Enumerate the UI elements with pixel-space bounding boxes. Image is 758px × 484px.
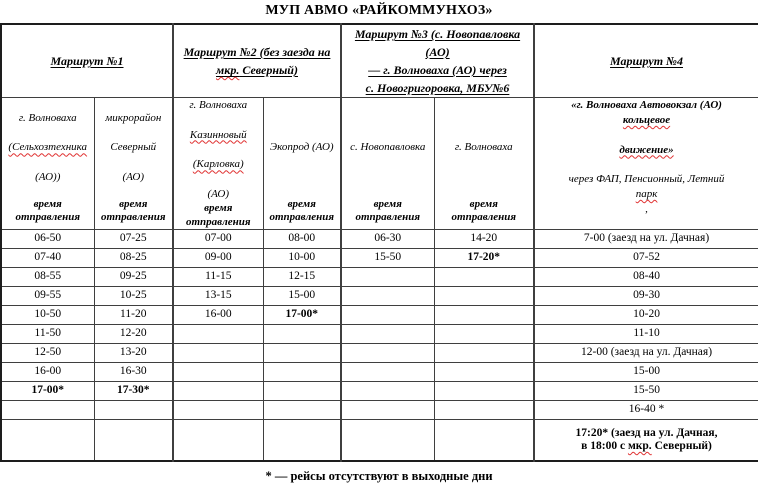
time-cell: 11-15	[173, 268, 263, 287]
route-header-4	[534, 24, 758, 98]
time-cell	[434, 325, 534, 344]
time-cell: 07-52	[534, 249, 758, 268]
time-cell: 09-30	[534, 287, 758, 306]
time-cell: 06-30	[341, 230, 434, 249]
time-cell	[341, 306, 434, 325]
text-run: микрорайон	[105, 111, 162, 124]
text-run: с. Новогригоровка, МБУ№6	[365, 81, 510, 95]
misspelled-word: мкр.	[627, 440, 652, 452]
time-cell: 16-00	[173, 306, 263, 325]
text-run: ,	[645, 202, 648, 215]
time-cell: 08-55	[1, 268, 94, 287]
time-cell	[173, 401, 263, 420]
schedule-row	[1, 344, 758, 363]
time-cell: 07-25	[94, 230, 173, 249]
time-cell: 07-40	[1, 249, 94, 268]
misspelled-word: кольцевое	[622, 113, 671, 126]
time-cell	[263, 344, 341, 363]
time-cell	[434, 268, 534, 287]
time-cell	[94, 401, 173, 420]
time-cell	[341, 363, 434, 382]
text-run: г. Волноваха	[454, 141, 513, 154]
text-run: Северный)	[239, 63, 298, 77]
misspelled-word: (Сельхозтехника	[8, 141, 88, 154]
departure-time-label: время отправления	[269, 197, 335, 224]
time-cell: 12-15	[263, 268, 341, 287]
departure-time-label: время отправления	[101, 197, 166, 224]
time-cell	[173, 325, 263, 344]
schedule-row	[1, 249, 758, 268]
time-cell: 17-20*	[434, 249, 534, 268]
time-cell	[341, 382, 434, 401]
time-cell: 10-50	[1, 306, 94, 325]
time-cell: 08-25	[94, 249, 173, 268]
text-run: Маршрут №2 (без заезда на	[183, 45, 331, 59]
station-name	[4, 98, 92, 198]
time-cell: 15-50	[341, 249, 434, 268]
schedule-row	[1, 420, 758, 462]
time-cell: 14-20	[434, 230, 534, 249]
time-cell	[341, 325, 434, 344]
station-header-row	[1, 98, 758, 230]
time-cell: 16-30	[94, 363, 173, 382]
departure-time-label: время отправления	[186, 201, 251, 228]
time-cell	[1, 420, 94, 462]
text-run: Маршрут №3 (с. Новопавловка (АО)	[354, 27, 521, 59]
time-cell: 07-00	[173, 230, 263, 249]
station-header-6	[434, 98, 534, 230]
time-cell	[341, 287, 434, 306]
time-cell	[434, 420, 534, 462]
text-run: в 18:00 с	[581, 440, 628, 452]
text-run: Маршрут №4	[610, 54, 684, 68]
text-run: (АО))	[35, 171, 61, 184]
station-name	[266, 98, 339, 198]
departure-time-label: время отправления	[15, 197, 80, 224]
time-cell	[173, 420, 263, 462]
time-cell	[434, 401, 534, 420]
station-header-2	[94, 98, 173, 230]
text-run: Маршрут №1	[50, 54, 124, 68]
text-run: г. Волноваха	[189, 99, 248, 111]
document-title: МУП АВМО «РАЙКОММУНХОЗ»	[265, 3, 493, 18]
time-cell	[1, 401, 94, 420]
time-cell: 12-00 (заезд на ул. Дачная)	[534, 344, 758, 363]
schedule-row	[1, 363, 758, 382]
time-cell: 15-00	[263, 287, 341, 306]
schedule-row	[1, 268, 758, 287]
text-run: Северный	[110, 141, 157, 154]
time-cell: 11-50	[1, 325, 94, 344]
time-cell	[434, 363, 534, 382]
time-cell: 12-20	[94, 325, 173, 344]
text-run: г. Волноваха	[18, 111, 77, 124]
time-cell: 17-00*	[1, 382, 94, 401]
time-cell	[263, 420, 341, 462]
time-cell	[534, 420, 758, 462]
time-cell	[263, 363, 341, 382]
time-cell: 15-00	[534, 363, 758, 382]
departure-time-label: время отправления	[355, 197, 421, 224]
schedule-row	[1, 401, 758, 420]
time-cell: 7-00 (заезд на ул. Дачная)	[534, 230, 758, 249]
time-cell	[434, 287, 534, 306]
time-cell	[263, 382, 341, 401]
time-cell: 08-00	[263, 230, 341, 249]
time-cell	[434, 382, 534, 401]
time-cell	[173, 363, 263, 382]
time-cell	[263, 401, 341, 420]
route-header-1	[1, 24, 173, 98]
station-header-4	[263, 98, 341, 230]
text-run: «г. Волноваха Автовокзал (АО)	[571, 99, 722, 111]
station-header-5	[341, 98, 434, 230]
time-cell	[341, 420, 434, 462]
station-header-3	[173, 98, 263, 230]
text-run: через ФАП, Пенсионный, Летний	[568, 173, 725, 186]
time-cell	[434, 306, 534, 325]
schedule-row	[1, 325, 758, 344]
schedule-row	[1, 382, 758, 401]
station-name	[97, 98, 171, 198]
station-header-1	[1, 98, 94, 230]
time-cell: 11-20	[94, 306, 173, 325]
departure-time-label: время отправления	[451, 197, 517, 224]
time-cell: 10-00	[263, 249, 341, 268]
schedule-table	[0, 23, 758, 462]
time-cell	[173, 344, 263, 363]
time-cell: 16-00	[1, 363, 94, 382]
misspelled-word: Казинновый	[189, 128, 247, 141]
route-header-row	[1, 24, 758, 98]
schedule-body	[1, 230, 758, 462]
time-cell: 10-25	[94, 287, 173, 306]
time-cell: 15-50	[534, 382, 758, 401]
text-run: с. Новопавловка	[350, 141, 426, 154]
misspelled-word: движение»	[619, 143, 674, 156]
time-cell	[341, 344, 434, 363]
route-header-2	[173, 24, 341, 98]
schedule-row	[1, 287, 758, 306]
station-header-7	[534, 98, 758, 230]
station-name	[437, 98, 532, 198]
misspelled-word: (Карловка)	[192, 158, 244, 171]
time-cell	[341, 268, 434, 287]
schedule-row	[1, 230, 758, 249]
station-name	[537, 98, 756, 230]
time-cell	[341, 401, 434, 420]
station-name	[176, 98, 261, 202]
time-cell: 06-50	[1, 230, 94, 249]
text-run: (АО)	[207, 188, 230, 201]
time-cell: 08-40	[534, 268, 758, 287]
misspelled-word: мкр.	[216, 63, 240, 77]
time-cell	[94, 420, 173, 462]
schedule-row	[1, 306, 758, 325]
time-cell: 17-00*	[263, 306, 341, 325]
text-run: 17:20* (заезд на ул. Дачная,	[575, 426, 718, 439]
station-name	[344, 98, 432, 198]
time-cell: 16-40 *	[534, 401, 758, 420]
time-cell	[434, 344, 534, 363]
time-cell: 13-20	[94, 344, 173, 363]
text-run: (АО)	[122, 171, 145, 184]
time-cell: 17-30*	[94, 382, 173, 401]
footnote: * — рейсы отсутствуют в выходные дни	[265, 469, 493, 483]
text-run: — г. Волноваха (АО) через	[368, 63, 507, 77]
time-cell: 09-00	[173, 249, 263, 268]
time-cell: 11-10	[534, 325, 758, 344]
time-cell: 10-20	[534, 306, 758, 325]
time-cell	[263, 325, 341, 344]
text-run: Экопрод (АО)	[269, 141, 334, 154]
time-cell: 12-50	[1, 344, 94, 363]
misspelled-word: парк	[635, 188, 658, 201]
route-header-3	[341, 24, 534, 98]
time-cell: 13-15	[173, 287, 263, 306]
time-cell: 09-25	[94, 268, 173, 287]
text-run: Северный)	[651, 440, 712, 452]
time-cell: 09-55	[1, 287, 94, 306]
time-cell	[173, 382, 263, 401]
